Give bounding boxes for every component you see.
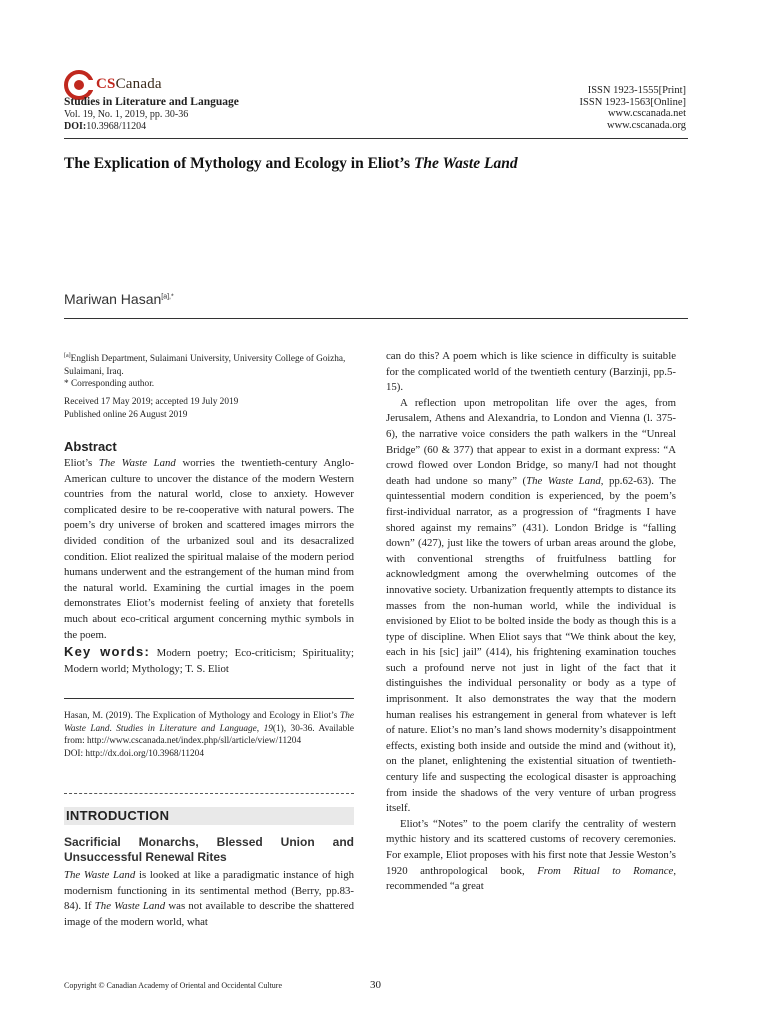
citation-doi[interactable]: DOI: http://dx.doi.org/10.3968/11204 [64,748,204,759]
intro-body [64,868,354,930]
paragraph-metropolitan: A reflection upon metropolitan life over the ages, from Jerusalem, Athens and Alexandria, to London and Vienna (l. 375-6), the narrative voice considers the path walkers in the “Unreal Bridge” (60 & 377) that appear to exist in a dormant express: “A crowd flowed over London Bridge, so many/I had not thought death had undone so many” (The Waste Land, pp.62-63). The quintessential modern condition is experienced, by the poem’s first-individual narrator, as a progression of “fragments I have shored against my remains” (431). London Bridge is “falling down” (427), just like the towers of urban areas around the globe, with conventional strengths of fruitfulness battling for acknowledgment among the overwhelming outcomes of the innovative society. Urbanization frequently attempts to distance its masses from the non-human world, while the individual is envisioned by Eliot to be bolted inside the body as though this is a type of discipline. When Eliot says that “We think about the key, each in his [sic] jail” (414), his frightening examination touches such a profound nerve not just in light of the fact that it distinguishes the individual personality or body as a type of imprisonment. It also demonstrates the way that the modern human realises his estrangement in general from whatever is left of nature. Eliot’s no man’s land shows modernity’s disappointment effects, existing both inside and outside the mind and (without it), on the planet, enlightening the existential situation of twentieth-century life and suspecting the ecological disaster is approaching from inside the shadows of the very venture of urban progress itself. [386,396,676,815]
doi-line [64,121,188,133]
page-number: 30 [370,979,381,991]
copyright-notice: Copyright © Canadian Academy of Oriental and Occidental Culture [64,981,283,990]
abstract-divider [64,698,354,699]
keywords-text: Modern poetry; Eco-criticism; Spirituality; Modern world; Mythology; T. S. Eliot [64,647,354,675]
citation-text: Hasan, M. (2019). The Explication of Mythology and Ecology in Eliot’s The Waste Land. Studies in Literature and Language, 19(1), 30-36. Available from: http://www.cscanada.net/index.php/sll/article/view/11204 [64,711,354,747]
volume-line: Vol. 19, No. 1, 2019, pp. 30-36 [64,109,189,120]
brand-suffix: Canada [115,76,162,92]
corresponding-author: * Corresponding author. [64,378,155,389]
journal-name: Studies in Literature and Language [64,96,239,108]
doi-value: 10.3968/11204 [86,121,147,132]
brand-name [96,76,162,93]
title-italic: The Waste Land [413,155,518,172]
issn-block [580,85,686,131]
doi-label: DOI: [64,121,87,132]
section-subheading: Sacrificial Monarchs, Blessed Union and Unsuccessful Renewal Rites [64,835,354,864]
author-divider [64,318,688,319]
author-text: Mariwan Hasan [64,291,162,307]
issn-print: ISSN 1923-1555[Print] [587,85,686,96]
issn-online: ISSN 1923-1563[Online] [579,96,686,108]
site-link-org[interactable]: www.cscanada.org [606,119,686,131]
abstract-body [64,456,354,677]
author-sup: [a],* [161,293,174,301]
site-link-net[interactable]: www.cscanada.net [607,108,686,119]
issue-meta [64,109,188,133]
header-divider [64,138,688,139]
abstract-paragraph: Eliot’s The Waste Land worries the twentieth-century Anglo-American culture to uncover the distance of the modern Western countries from the natural world, close to anxiety. However complicated desire to be re-cooperative with natural powers. The poem’s dry universe of broken and scattered images mirrors the divided condition of the urbanized soul and its desacralized condition. Eliot realized the spiritual malaise of the modern period humans underwent and the estrangement of the human mind from the natural world. Examining the curtial images in the poem demonstrates Eliot’s modernist feeling of anxiety that foretells much about eco-critical argument concerning mythic symbols in the poem. [64,457,354,641]
title-main: The Explication of Mythology and Ecology in Eliot’s [64,155,414,172]
citation-block [64,710,354,760]
affiliation-sup: [a] [64,353,71,359]
affiliation-block [64,350,354,421]
paragraph-notes: Eliot’s “Notes” to the poem clarify the centrality of western mythic history and its scattered customs of recovery ceremonies. For example, Eliot proposes with his first note that Jessie Weston’s 1920 anthropological book, From Ritual to Romance, recommended “a great [386,817,677,893]
introduction-heading: INTRODUCTION [66,808,170,823]
introduction-banner [64,807,354,825]
affiliation [64,350,354,378]
keywords [64,644,354,677]
affiliation-text: English Department, Sulaimani University, University College of Goizha, Sulaimani, Iraq. [64,354,346,377]
author-name [64,291,174,307]
right-column-body [386,349,676,895]
article-title [64,155,518,173]
citation-divider [64,793,354,794]
keywords-label: Key words: [64,644,150,660]
received-date: Received 17 May 2019; accepted 19 July 2019 [64,397,239,408]
paragraph-continuation: can do this? A poem which is like science in difficulty is suitable for the complicated world of the twentieth century (Barzinji, pp.5-15). [386,350,676,394]
published-date: Published online 26 August 2019 [64,409,188,420]
brand-prefix: CS [96,76,116,92]
intro-paragraph: The Waste Land is looked at like a paradigmatic instance of high modernism functioning in its sentimental method (Berry, pp.83-84). If The Waste Land was not available to describe the shattered image of the modern world, what [64,869,354,928]
abstract-heading: Abstract [64,439,117,454]
